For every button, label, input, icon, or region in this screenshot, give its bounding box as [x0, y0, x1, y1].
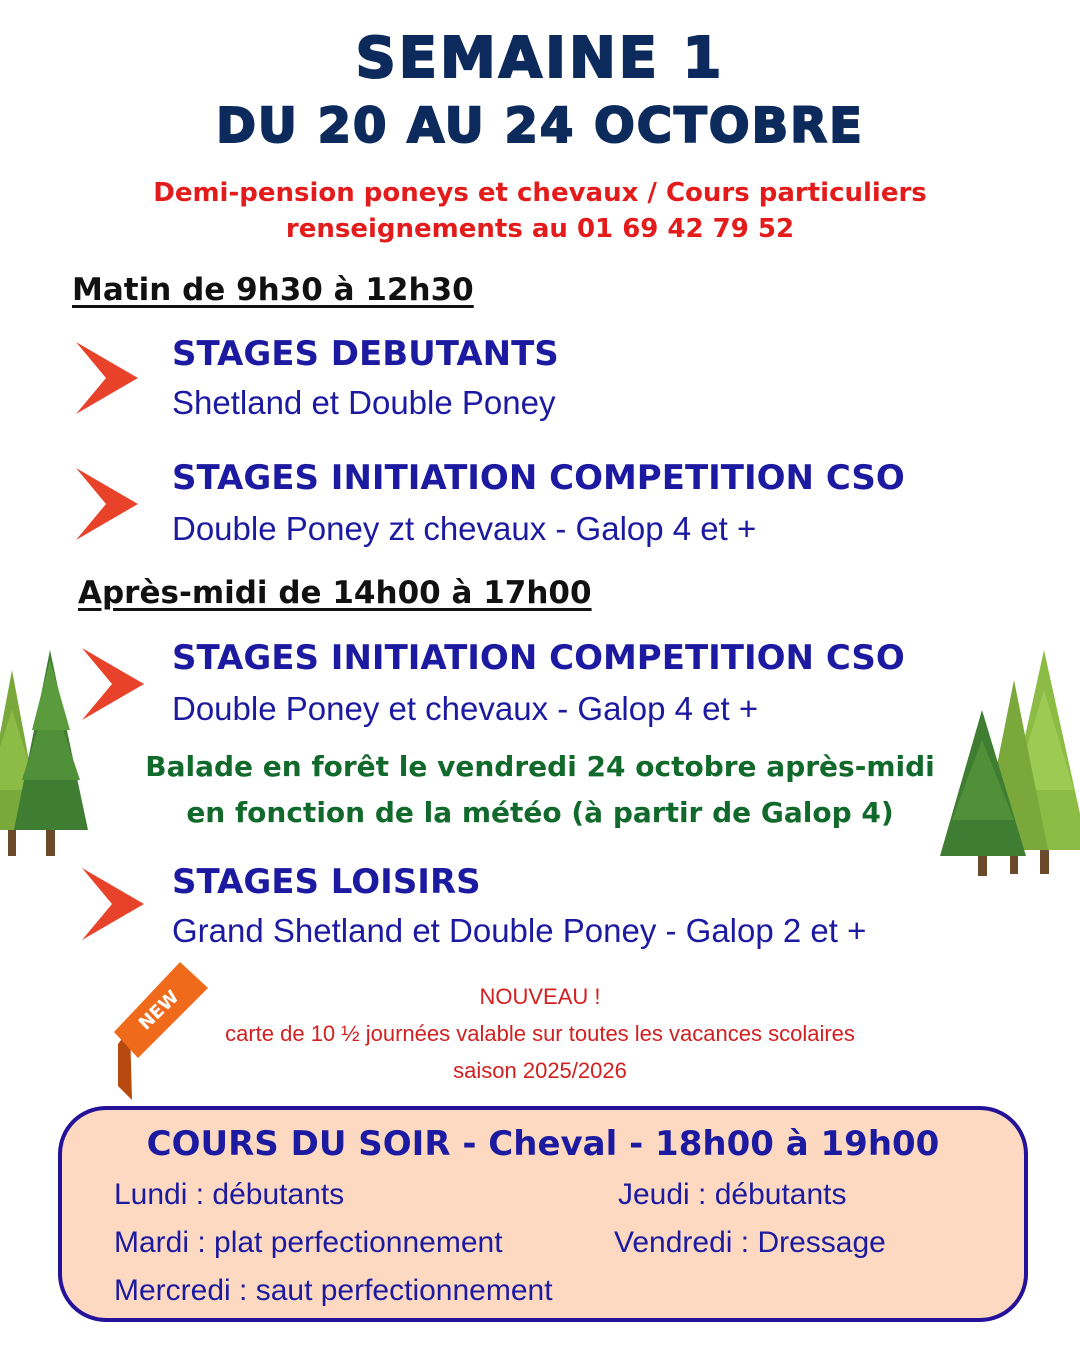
arrow-icon — [76, 468, 138, 540]
stage-title: STAGES DEBUTANTS — [172, 334, 559, 374]
tree-icon — [940, 650, 1080, 880]
stage-detail: Double Poney zt chevaux - Galop 4 et + — [172, 510, 757, 547]
offer-season: saison 2025/2026 — [453, 1058, 627, 1083]
day-wednesday: Mercredi : saut perfectionnement — [114, 1274, 553, 1307]
day-tuesday: Mardi : plat perfectionnement — [114, 1226, 503, 1259]
stage-title: STAGES INITIATION COMPETITION CSO — [172, 638, 905, 678]
day-friday: Vendredi : Dressage — [614, 1226, 886, 1259]
info-line-1: Demi-pension poneys et chevaux / Cours particuliers — [153, 178, 927, 208]
afternoon-heading: Après-midi de 14h00 à 17h00 — [78, 575, 592, 611]
evening-title: COURS DU SOIR - Cheval - 18h00 à 19h00 — [146, 1124, 940, 1164]
nouveau-label: NOUVEAU ! — [479, 984, 601, 1009]
balade-line-2: en fonction de la météo (à partir de Galop 4) — [186, 796, 894, 829]
balade-line-1: Balade en forêt le vendredi 24 octobre après-midi — [145, 750, 935, 783]
offer-description: carte de 10 ½ journées valable sur toutes les vacances scolaires — [225, 1021, 855, 1046]
stage-detail: Double Poney et chevaux - Galop 4 et + — [172, 690, 759, 727]
day-thursday: Jeudi : débutants — [618, 1178, 847, 1211]
new-badge: NEW — [134, 986, 184, 1035]
morning-heading: Matin de 9h30 à 12h30 — [72, 272, 474, 308]
arrow-icon — [82, 868, 144, 940]
tree-icon — [0, 640, 110, 860]
stage-detail: Grand Shetland et Double Poney - Galop 2 et + — [172, 912, 867, 949]
stage-title: STAGES LOISIRS — [172, 862, 481, 902]
day-monday: Lundi : débutants — [114, 1178, 345, 1211]
date-range: DU 20 AU 24 OCTOBRE — [216, 98, 864, 154]
stage-title: STAGES INITIATION COMPETITION CSO — [172, 458, 905, 498]
page-title: SEMAINE 1 — [355, 26, 725, 91]
stage-detail: Shetland et Double Poney — [172, 384, 556, 421]
info-line-2: renseignements au 01 69 42 79 52 — [285, 214, 795, 244]
arrow-icon — [76, 342, 138, 414]
